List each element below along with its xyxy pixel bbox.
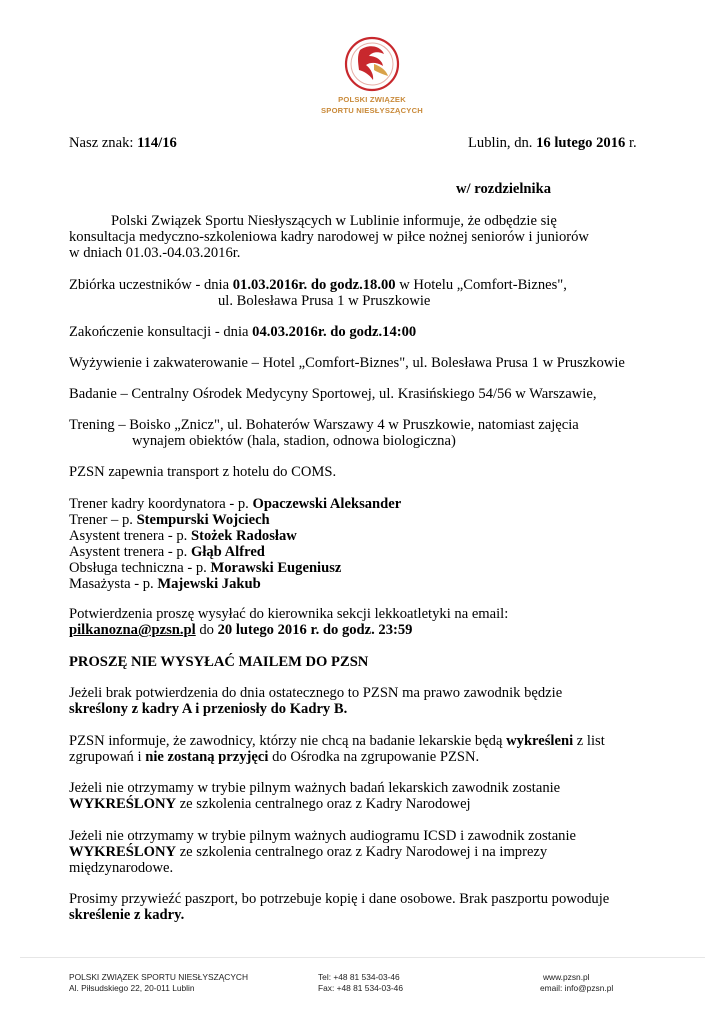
staff-item: Masażysta - p. Majewski Jakub <box>69 576 261 592</box>
p2-line-2: zgrupowań i nie zostaną przyjęci do Ośrodka na zgrupowanie PZSN. <box>69 749 480 765</box>
staff-list <box>69 496 401 593</box>
assembly-address: ul. Bolesława Prusa 1 w Pruszkowie <box>218 293 431 309</box>
reference-label: Nasz znak: <box>69 135 138 151</box>
pzsn-eagle-logo-icon <box>334 34 410 94</box>
assembly-line: Zbiórka uczestników - dnia 01.03.2016r. do godz.18.00 w Hotelu „Comfort-Biznes", <box>69 277 567 293</box>
p4-line-2: WYKREŚLONY ze szkolenia centralnego oraz z Kadry Narodowej i na imprezy <box>69 844 548 860</box>
footer-tel: Tel: +48 81 534-03-46 <box>318 972 400 982</box>
letter-date <box>468 135 637 152</box>
p4-line-1: Jeżeli nie otrzymamy w trybie pilnym ważnych audiogramu ICSD i zawodnik zostanie <box>69 828 576 844</box>
date-value: 16 lutego 2016 <box>536 135 626 151</box>
confirm-line-1: Potwierdzenia proszę wysyłać do kierownika sekcji lekkoatletyki na email: <box>69 606 509 622</box>
end-line: Zakończenie konsultacji - dnia 04.03.2016r. do godz.14:00 <box>69 324 417 340</box>
org-name-line2: SPORTU NIESŁYSZĄCYCH <box>321 106 423 115</box>
p4-line-3: międzynarodowe. <box>69 860 174 876</box>
examination-line: Badanie – Centralny Ośrodek Medycyny Sportowej, ul. Krasińskiego 54/56 w Warszawie, <box>69 386 597 402</box>
p1-line-2: skreślony z kadry A i przeniosły do Kadry B. <box>69 701 348 717</box>
intro-line-1: Polski Związek Sportu Niesłyszących w Lublinie informuje, że odbędzie się <box>111 213 557 229</box>
p1-line-1: Jeżeli brak potwierdzenia do dnia ostatecznego to PZSN ma prawo zawodnik będzie <box>69 685 563 701</box>
staff-item: Asystent trenera - p. Stożek Radosław <box>69 528 297 544</box>
footer-email-link[interactable]: email: info@pzsn.pl <box>540 983 614 993</box>
footer-org: POLSKI ZWIĄZEK SPORTU NIESŁYSZĄCYCH <box>69 972 249 982</box>
org-name-header <box>290 94 454 116</box>
p2-line-1: PZSN informuje, że zawodnicy, którzy nie chcą na badanie lekarskie będą wykreśleni z list <box>69 733 605 749</box>
date-suffix: r. <box>625 135 637 151</box>
p3-line-2: WYKREŚLONY ze szkolenia centralnego oraz z Kadry Narodowej <box>69 796 471 812</box>
warning-heading: PROSZĘ NIE WYSYŁAĆ MAILEM DO PZSN <box>69 654 369 670</box>
org-name-line1: POLSKI ZWIĄZEK <box>338 95 406 104</box>
intro-line-3: w dniach 01.03.-04.03.2016r. <box>69 245 241 261</box>
footer-fax: Fax: +48 81 534-03-46 <box>318 983 403 993</box>
staff-item: Asystent trenera - p. Głąb Alfred <box>69 544 265 560</box>
p5-line-2: skreślenie z kadry. <box>69 907 185 923</box>
transport-line: PZSN zapewnia transport z hotelu do COMS. <box>69 464 337 480</box>
recipient: w/ rozdzielnika <box>456 181 551 197</box>
footer-www-link[interactable]: www.pzsn.pl <box>543 972 590 982</box>
footer-address: Al. Piłsudskiego 22, 20-011 Lublin <box>69 983 195 993</box>
email-link[interactable]: pilkanozna@pzsn.pl <box>69 622 196 638</box>
reference-value: 114/16 <box>137 135 177 151</box>
staff-item: Trener – p. Stempurski Wojciech <box>69 512 270 528</box>
training-line-2: wynajem obiektów (hala, stadion, odnowa biologiczna) <box>132 433 456 449</box>
date-prefix: Lublin, dn. <box>468 135 537 151</box>
staff-item: Obsługa techniczna - p. Morawski Eugeniusz <box>69 560 342 576</box>
training-line-1: Trening – Boisko „Znicz", ul. Bohaterów Warszawy 4 w Pruszkowie, natomiast zajęcia <box>69 417 579 433</box>
reference-number <box>69 135 177 152</box>
footer-divider <box>20 957 705 958</box>
staff-item: Trener kadry koordynatora - p. Opaczewski Aleksander <box>69 496 402 512</box>
p5-line-1: Prosimy przywieźć paszport, bo potrzebuje kopię i dane osobowe. Brak paszportu powoduje <box>69 891 610 907</box>
p3-line-1: Jeżeli nie otrzymamy w trybie pilnym ważnych badań lekarskich zawodnik zostanie <box>69 780 561 796</box>
confirm-line-2: pilkanozna@pzsn.pl do 20 lutego 2016 r. do godz. 23:59 <box>69 622 413 638</box>
intro-line-2: konsultacja medyczno-szkoleniowa kadry narodowej w piłce nożnej seniorów i juniorów <box>69 229 589 245</box>
accommodation-line: Wyżywienie i zakwaterowanie – Hotel „Comfort-Biznes", ul. Bolesława Prusa 1 w Pruszkowie <box>69 355 625 371</box>
